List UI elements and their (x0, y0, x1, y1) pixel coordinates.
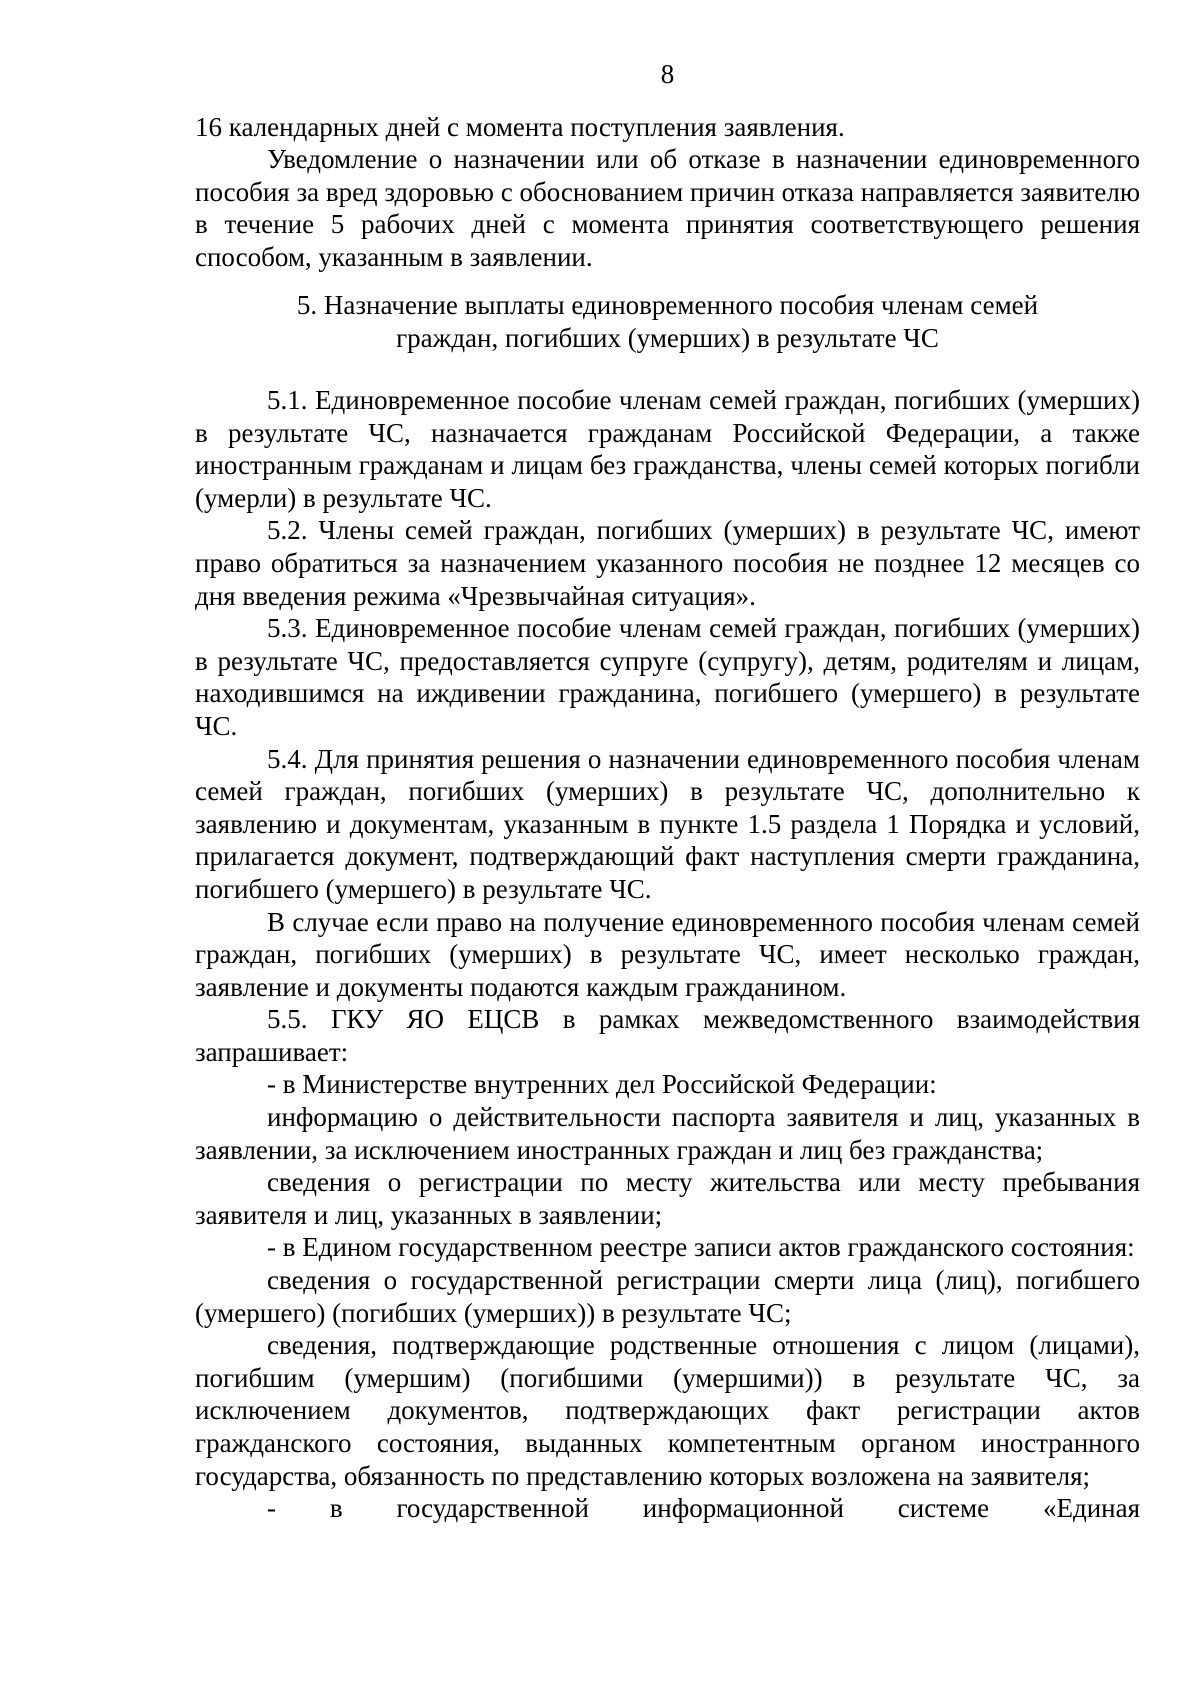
list-item-mvd: - в Министерстве внутренних дел Российской Федерации: (267, 1069, 937, 1100)
section-body (195, 384, 1140, 1525)
paragraph-continuation (195, 111, 1140, 144)
mvd-registration-info: сведения о регистрации по месту жительства или месту пребывания заявителя и лиц, указанных в заявлении; (195, 1167, 1140, 1230)
zags-death-registration: сведения о государственной регистрации смерти лица (лиц), погибшего (умершего) (погибших (умерших)) в результате ЧС; (195, 1265, 1140, 1328)
section-heading (195, 289, 1140, 355)
page-number: 8 (660, 59, 675, 89)
paragraph-5-1: 5.1. Единовременное пособие членам семей граждан, погибших (умерших) в результате ЧС, назначается гражданам Российской Федерации, а также иностранным гражданам и лицам без гражданства, члены семей которых погибли (умерли) в результате ЧС. (195, 385, 1140, 513)
paragraph-5-2: 5.2. Члены семей граждан, погибших (умерших) в результате ЧС, имеют право обратиться за назначением указанного пособия не позднее 12 месяцев со дня введения режима «Чрезвычайная ситуация». (195, 515, 1140, 611)
paragraph-5-4-multiple-citizens: В случае если право на получение единовременного пособия членам семей граждан, погибших (умерших) в результате ЧС, имеет несколько граждан, заявление и документы подаются каждым гражданином. (195, 906, 1140, 1002)
paragraph-text: 16 календарных дней с момента поступления заявления. (195, 112, 845, 142)
paragraph-text: Уведомление о назначении или об отказе в назначении единовременного пособия за вред здоровью с обоснованием причин отказа направляется заявителю в течение 5 рабочих дней с момента принятия соответствующего решения способом, указанным в заявлении. (195, 144, 1140, 272)
section-heading-line-2: граждан, погибших (умерших) в результате ЧС (396, 323, 939, 353)
mvd-passport-info: информацию о действительности паспорта заявителя и лиц, указанных в заявлении, за исключением иностранных граждан и лиц без гражданства; (195, 1102, 1140, 1165)
paragraph-notification (195, 143, 1140, 273)
zags-kinship-info: сведения, подтверждающие родственные отношения с лицом (лицами), погибшим (умершим) (погибшими (умершими)) в результате ЧС, за исключением документов, подтверждающих факт регистрации актов гражданского состояния, выданных компетентным органом иностранного государства, обязанность по представлению которых возложена на заявителя; (195, 1330, 1140, 1491)
list-item-gis: - в государственной информационной системе «Единая (267, 1493, 1140, 1524)
section-heading-line-1: 5. Назначение выплаты единовременного пособия членам семей (296, 290, 1039, 320)
paragraph-5-4: 5.4. Для принятия решения о назначении единовременного пособия членам семей граждан, погибших (умерших) в результате ЧС, дополнительно к заявлению и документам, указанным в пункте 1.5 раздела 1 Порядка и условий, прилагается документ, подтверждающий факт наступления смерти гражданина, погибшего (умершего) в результате ЧС. (195, 743, 1140, 904)
paragraph-5-5: 5.5. ГКУ ЯО ЕЦСВ в рамках межведомственного взаимодействия запрашивает: (195, 1004, 1140, 1067)
paragraph-5-3: 5.3. Единовременное пособие членам семей граждан, погибших (умерших) в результате ЧС, предоставляется супруге (супругу), детям, родителям и лицам, находившимся на иждивении гражданина, погибшего (умершего) в результате ЧС. (195, 613, 1140, 741)
list-item-zags: - в Едином государственном реестре записи актов гражданского состояния: (267, 1232, 1135, 1263)
